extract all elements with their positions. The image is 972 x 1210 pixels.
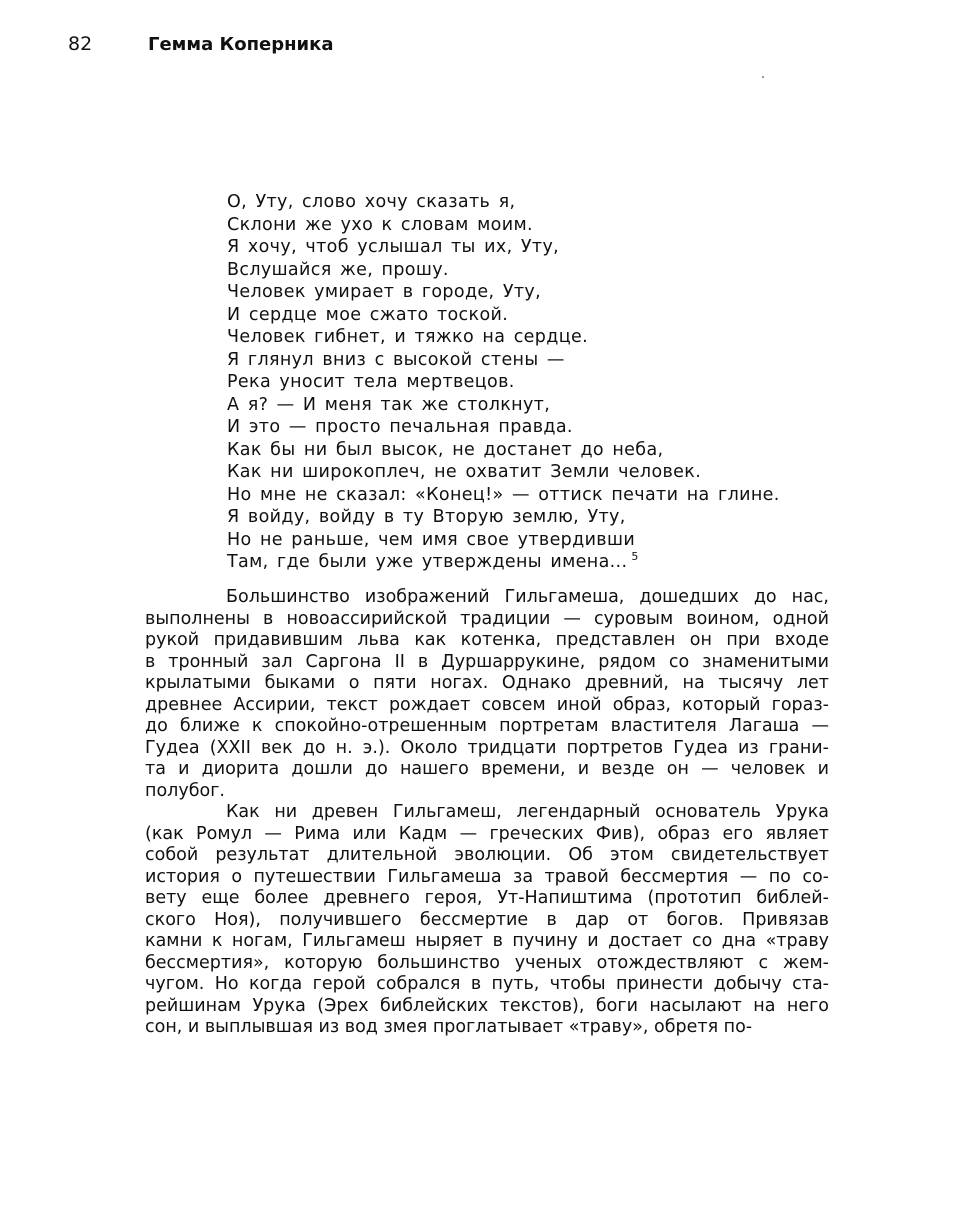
poem-verse: И это — просто печальная правда. — [227, 417, 573, 437]
scan-speck — [762, 76, 764, 78]
paragraph-2-line: вету еще более древнего героя, Ут-Напиштима (прототип библей- — [145, 888, 829, 908]
poem-verse: Я глянул вниз с высокой стены — — [227, 349, 565, 370]
poem-verse: Склони же ухо к словам моим. — [227, 214, 533, 235]
paragraph-1-line: Гудеа (XXII век до н. э.). Около тридцати портретов Гудеа из грани- — [145, 737, 829, 758]
paragraph-1-line: та и диорита дошли до нашего времени, и везде он — человек и — [145, 759, 829, 779]
poem-verse: Человек гибнет, и тяжко на сердце. — [227, 327, 588, 347]
paragraph-1-line: крылатыми быками о пяти ногах. Однако древний, на тысячу лет — [145, 673, 829, 693]
paragraph-2-line: собой результат длительной эволюции. Об этом свидетельствует — [145, 845, 829, 865]
poem-verse: Как бы ни был высок, не достанет до неба, — [227, 439, 664, 460]
poem-verse: Но не раньше, чем имя свое утвердивши — [227, 529, 636, 550]
paragraph-1-line: рукой придавившим льва как котенка, представлен он при входе — [145, 630, 829, 650]
body-text — [145, 587, 829, 1039]
paragraph-1-line: выполнены в новоассирийской традиции — суровым воином, одной — [145, 608, 829, 629]
paragraph-1-line: до ближе к спокойно-отрешенным портретам властителя Лагаша — — [145, 716, 829, 736]
footnote-mark[interactable]: 5 — [631, 550, 639, 564]
poem-verse: Как ни широкоплеч, не охватит Земли человек. — [227, 462, 702, 482]
paragraph-1-line: в тронный зал Саргона II в Дуршаррукине, рядом со знаменитыми — [145, 651, 829, 672]
poem-verse-last — [227, 551, 847, 574]
poem-verse: И сердце мое сжато тоской. — [227, 304, 509, 325]
paragraph-1-line: полубог. — [145, 780, 225, 801]
poem-verse: Я хочу, чтоб услышал ты их, Уту, — [227, 237, 560, 257]
page-number: 82 — [68, 33, 93, 55]
paragraph-2-line: бессмертия», которую большинство ученых отождествляют с жем- — [145, 952, 829, 973]
paragraph-1-line: древнее Ассирии, текст рождает совсем иной образ, который гораз- — [145, 694, 829, 715]
poem-verse-text: Там, где были уже утверждены имена... — [227, 552, 628, 572]
paragraph-2-line: сон, и выплывшая из вод змея проглатывает «траву», обретя по- — [145, 1017, 753, 1037]
poem — [227, 191, 847, 574]
poem-verse: Но мне не сказал: «Конец!» — оттиск печати на глине. — [227, 484, 780, 505]
paragraph-2-line: ского Ноя), получившего бессмертие в дар от богов. Привязав — [145, 909, 829, 930]
paragraph-2-line: Как ни древен Гильгамеш, легендарный основатель Урука — [226, 802, 829, 822]
poem-verse: Я войду, войду в ту Вторую землю, Уту, — [227, 507, 626, 527]
poem-verse: А я? — И меня так же столкнут, — [227, 394, 551, 415]
poem-verse: О, Уту, слово хочу сказать я, — [227, 192, 516, 212]
paragraph-1-line: Большинство изображений Гильгамеша, дошедших до нас, — [226, 587, 829, 607]
paragraph-2-line: история о путешествии Гильгамеша за травой бессмертия — по со- — [145, 866, 829, 887]
poem-verse: Человек умирает в городе, Уту, — [227, 282, 542, 302]
paragraph-2-line: чугом. Но когда герой собрался в путь, чтобы принести добычу ста- — [145, 974, 829, 994]
poem-verse: Река уносит тела мертвецов. — [227, 372, 515, 392]
paragraph-2-line: (как Ромул — Рима или Кадм — греческих Фив), образ его являет — [145, 823, 829, 844]
poem-verse: Вслушайся же, прошу. — [227, 259, 449, 280]
running-title: Гемма Коперника — [148, 34, 334, 55]
paragraph-2-line: рейшинам Урука (Эрех библейских текстов), боги насылают на него — [145, 995, 829, 1016]
paragraph-2-line: камни к ногам, Гильгамеш ныряет в пучину и достает со дна «траву — [145, 931, 829, 951]
